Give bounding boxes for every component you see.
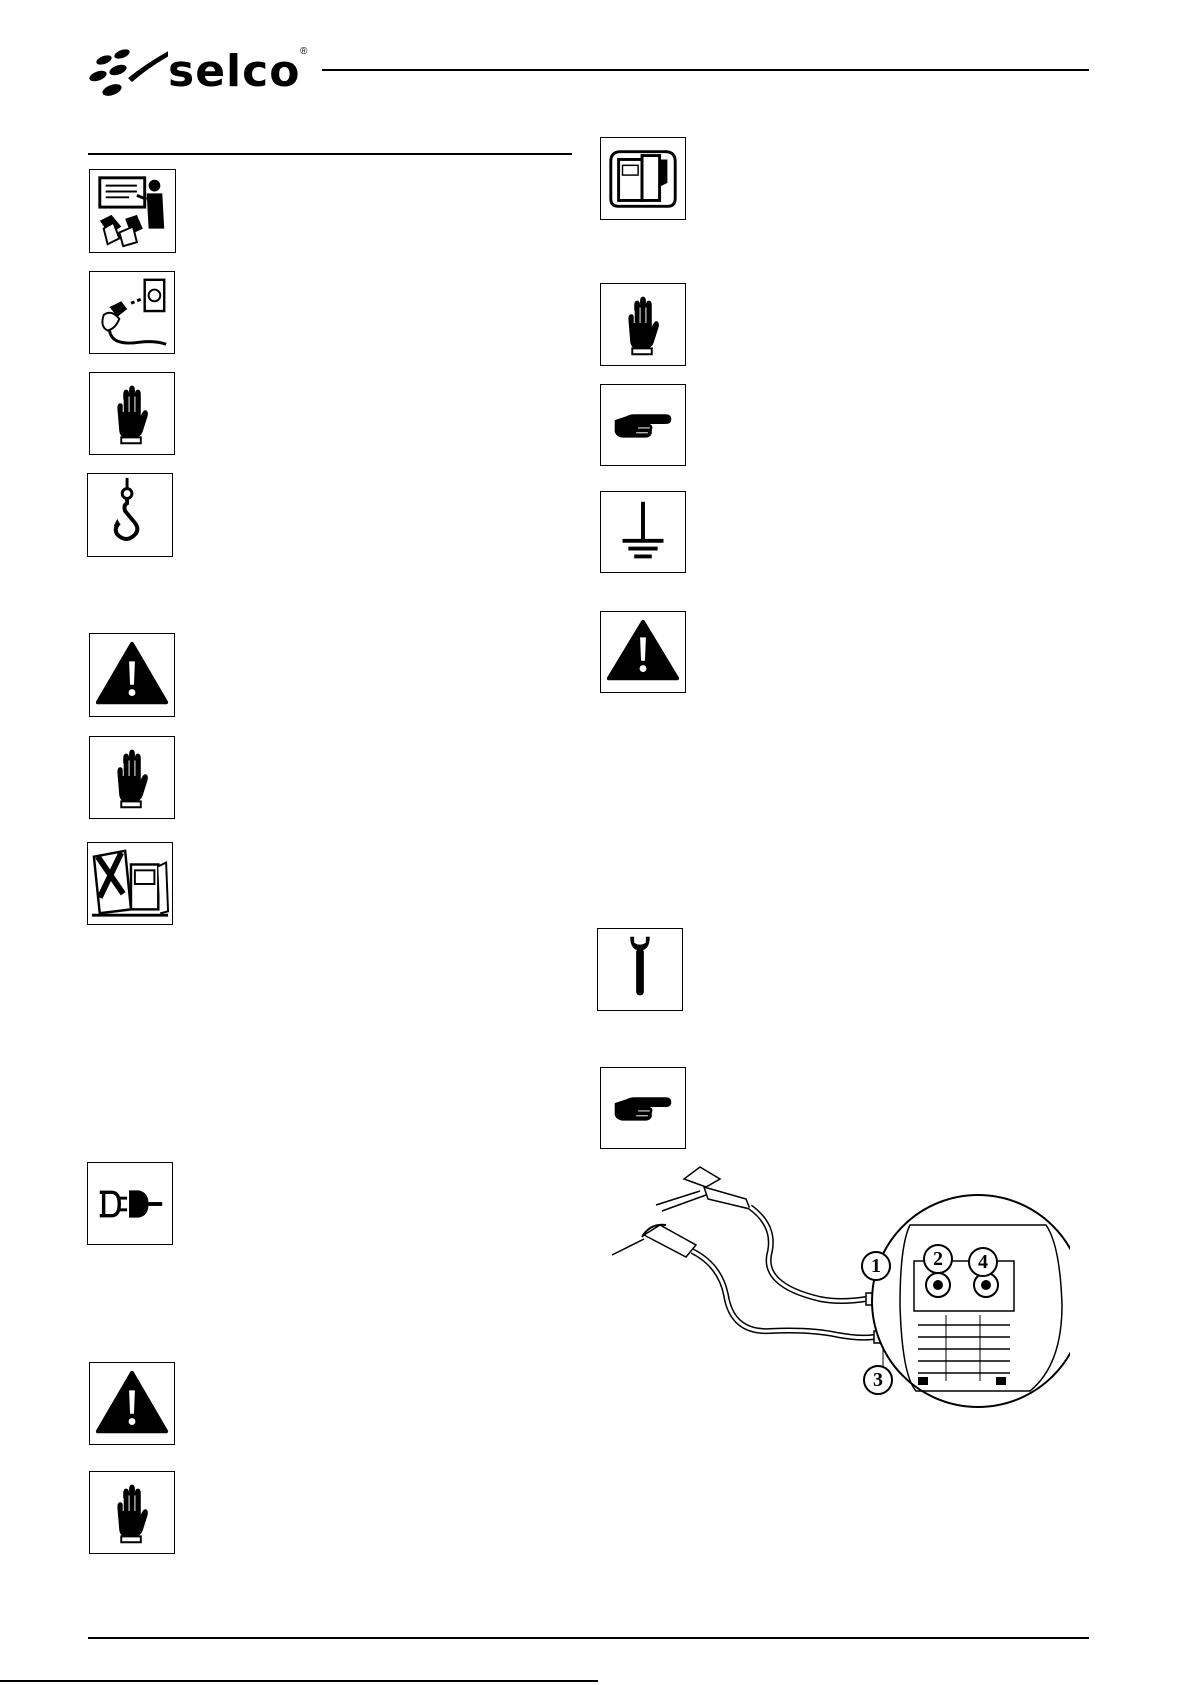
warning-triangle-icon xyxy=(600,611,686,693)
manual-reading-icon xyxy=(89,169,176,253)
header-rule xyxy=(322,69,1089,71)
trolley-cabinet-icon xyxy=(600,137,686,220)
plug-icon xyxy=(87,1162,173,1245)
callout-4: 4 xyxy=(968,1247,998,1277)
warning-triangle-icon xyxy=(89,1362,175,1445)
brand-wordmark: selco xyxy=(168,46,301,97)
bottom-edge-rule xyxy=(0,1680,598,1682)
stop-hand-icon xyxy=(89,736,175,819)
cable-diagram-icon xyxy=(600,1165,1070,1433)
wrench-icon xyxy=(597,928,683,1011)
section-rule xyxy=(88,153,572,155)
unplug-icon xyxy=(89,271,175,354)
registered-mark: ® xyxy=(300,46,308,57)
no-damaged-cabinet-icon xyxy=(87,842,173,925)
stop-hand-icon xyxy=(600,283,686,366)
stop-hand-icon xyxy=(89,372,175,455)
logo-swoosh-icon xyxy=(88,44,168,102)
warning-triangle-icon xyxy=(89,633,175,717)
stop-hand-icon xyxy=(89,1471,175,1554)
selco-logo xyxy=(88,42,313,104)
callout-3: 3 xyxy=(863,1365,893,1395)
footer-rule xyxy=(88,1637,1089,1639)
connection-diagram xyxy=(600,1165,1070,1433)
lifting-hook-icon xyxy=(87,473,173,557)
callout-2: 2 xyxy=(923,1244,953,1274)
callout-1: 1 xyxy=(861,1251,891,1281)
pointing-hand-icon xyxy=(600,1067,686,1149)
ground-icon xyxy=(600,491,686,573)
pointing-hand-icon xyxy=(600,384,686,466)
